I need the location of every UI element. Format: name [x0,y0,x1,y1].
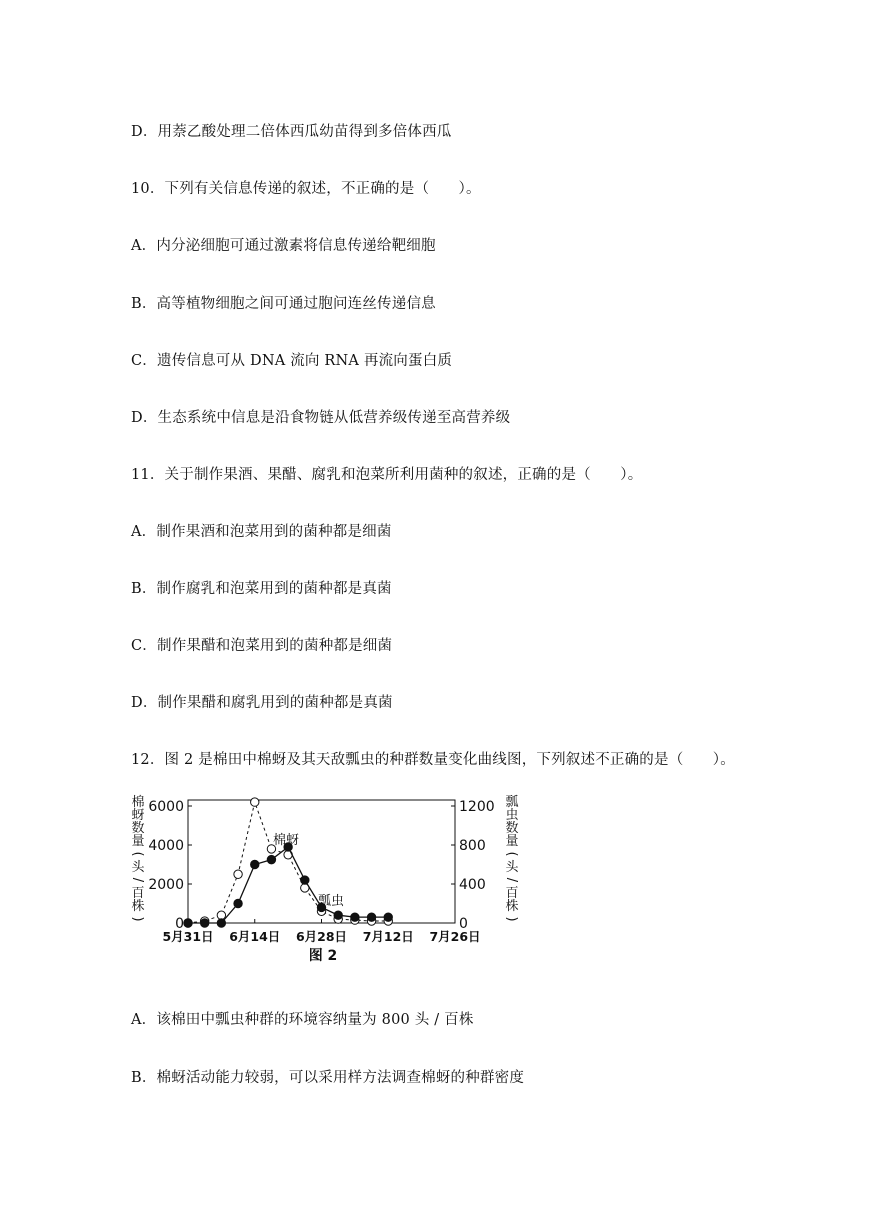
left-axis-label-char: / [130,877,145,883]
right-axis-tick-label: 800 [459,838,486,854]
right-axis-label-char: 数 [505,821,519,836]
series-point-瓢虫 [251,860,259,868]
left-axis-label-char: 头 [131,860,145,875]
left-axis-tick-label: 0 [175,916,184,932]
option-10b: B．高等植物细胞之间可通过胞问连丝传递信息 [131,296,436,312]
left-axis-label-char: ( [130,851,145,857]
right-axis-label-char: 株 [505,899,519,914]
option-10d: D．生态系统中信息是沿食物链从低营养级传递至高营养级 [131,410,511,426]
option-12a: A．该棉田中瓢虫种群的环境容纳量为 800 头 / 百株 [131,1012,474,1028]
series-point-棉蚜 [234,870,242,878]
left-axis-label-char: 百 [131,886,145,901]
question-11: 11．关于制作果酒、果醋、腐乳和泡菜所利用菌种的叙述，正确的是（ ）。 [131,467,643,483]
right-axis-label-char: 虫 [505,808,519,823]
left-axis-tick-label: 4000 [148,838,184,854]
left-axis-label-char: 株 [131,899,145,914]
option-12b: B．棉蚜活动能力较弱，可以采用样方法调查棉蚜的种群密度 [131,1070,525,1086]
figure-2-chart [128,792,528,968]
series-point-瓢虫 [200,919,208,927]
series-point-瓢虫 [217,919,225,927]
option-9d: D．用萘乙酸处理二倍体西瓜幼苗得到多倍体西瓜 [131,124,452,140]
left-axis-label-char: 棉 [131,795,145,810]
x-axis-tick-label: 7月26日 [429,929,481,944]
x-axis-tick-label: 7月12日 [362,929,414,944]
series-point-瓢虫 [301,876,309,884]
right-axis-tick-label: 0 [459,916,468,932]
series-point-棉蚜 [251,798,259,806]
series-point-瓢虫 [267,855,275,863]
right-axis-label-char: 百 [505,886,519,901]
option-11c: C．制作果醋和泡菜用到的菌种都是细菌 [131,638,393,654]
series-line-棉蚜 [188,802,388,923]
right-axis-label-char: 瓢 [505,795,519,810]
option-11a: A．制作果酒和泡菜用到的菌种都是细菌 [131,524,392,540]
question-12: 12．图 2 是棉田中棉蚜及其天敌瓢虫的种群数量变化曲线图，下列叙述不正确的是（ ）。 [131,752,735,768]
figure-caption: 图 2 [308,948,338,964]
right-axis-label-char: ) [504,916,519,922]
series-point-瓢虫 [384,913,392,921]
right-axis-tick-label: 1200 [459,799,495,815]
series-point-瓢虫 [351,913,359,921]
left-axis-label-char: 蚜 [131,808,145,823]
left-axis-label-char: ) [130,916,145,922]
right-axis-label-char: / [504,877,519,883]
series-annotation-ladybug: 瓢虫 [318,894,345,909]
option-10a: A．内分泌细胞可通过激素将信息传递给靶细胞 [131,238,436,254]
chart-svg [128,792,528,964]
series-point-瓢虫 [184,919,192,927]
left-axis-label-char: 量 [131,834,145,849]
right-axis-label-char: 量 [505,834,519,849]
right-axis-label-char: 头 [505,860,519,875]
right-axis-tick-label: 400 [459,877,486,893]
x-axis-tick-label: 6月14日 [229,929,281,944]
series-point-瓢虫 [367,913,375,921]
left-axis-tick-label: 2000 [148,877,184,893]
right-axis-label-char: ( [504,851,519,857]
x-axis-tick-label: 6月28日 [295,929,348,944]
series-point-瓢虫 [334,911,342,919]
option-10c: C．遗传信息可从 DNA 流向 RNA 再流向蛋白质 [131,353,453,369]
option-11b: B．制作腐乳和泡菜用到的菌种都是真菌 [131,581,392,597]
series-point-棉蚜 [217,911,225,919]
left-axis-tick-label: 6000 [148,799,184,815]
series-annotation-aphid: 棉蚜 [273,833,300,848]
series-point-瓢虫 [234,899,242,907]
option-11d: D．制作果醋和腐乳用到的菌种都是真菌 [131,695,393,711]
question-10: 10．下列有关信息传递的叙述，不正确的是（ ）。 [131,181,481,197]
left-axis-label-char: 数 [131,821,145,836]
x-axis-tick-label: 5月31日 [162,929,214,944]
